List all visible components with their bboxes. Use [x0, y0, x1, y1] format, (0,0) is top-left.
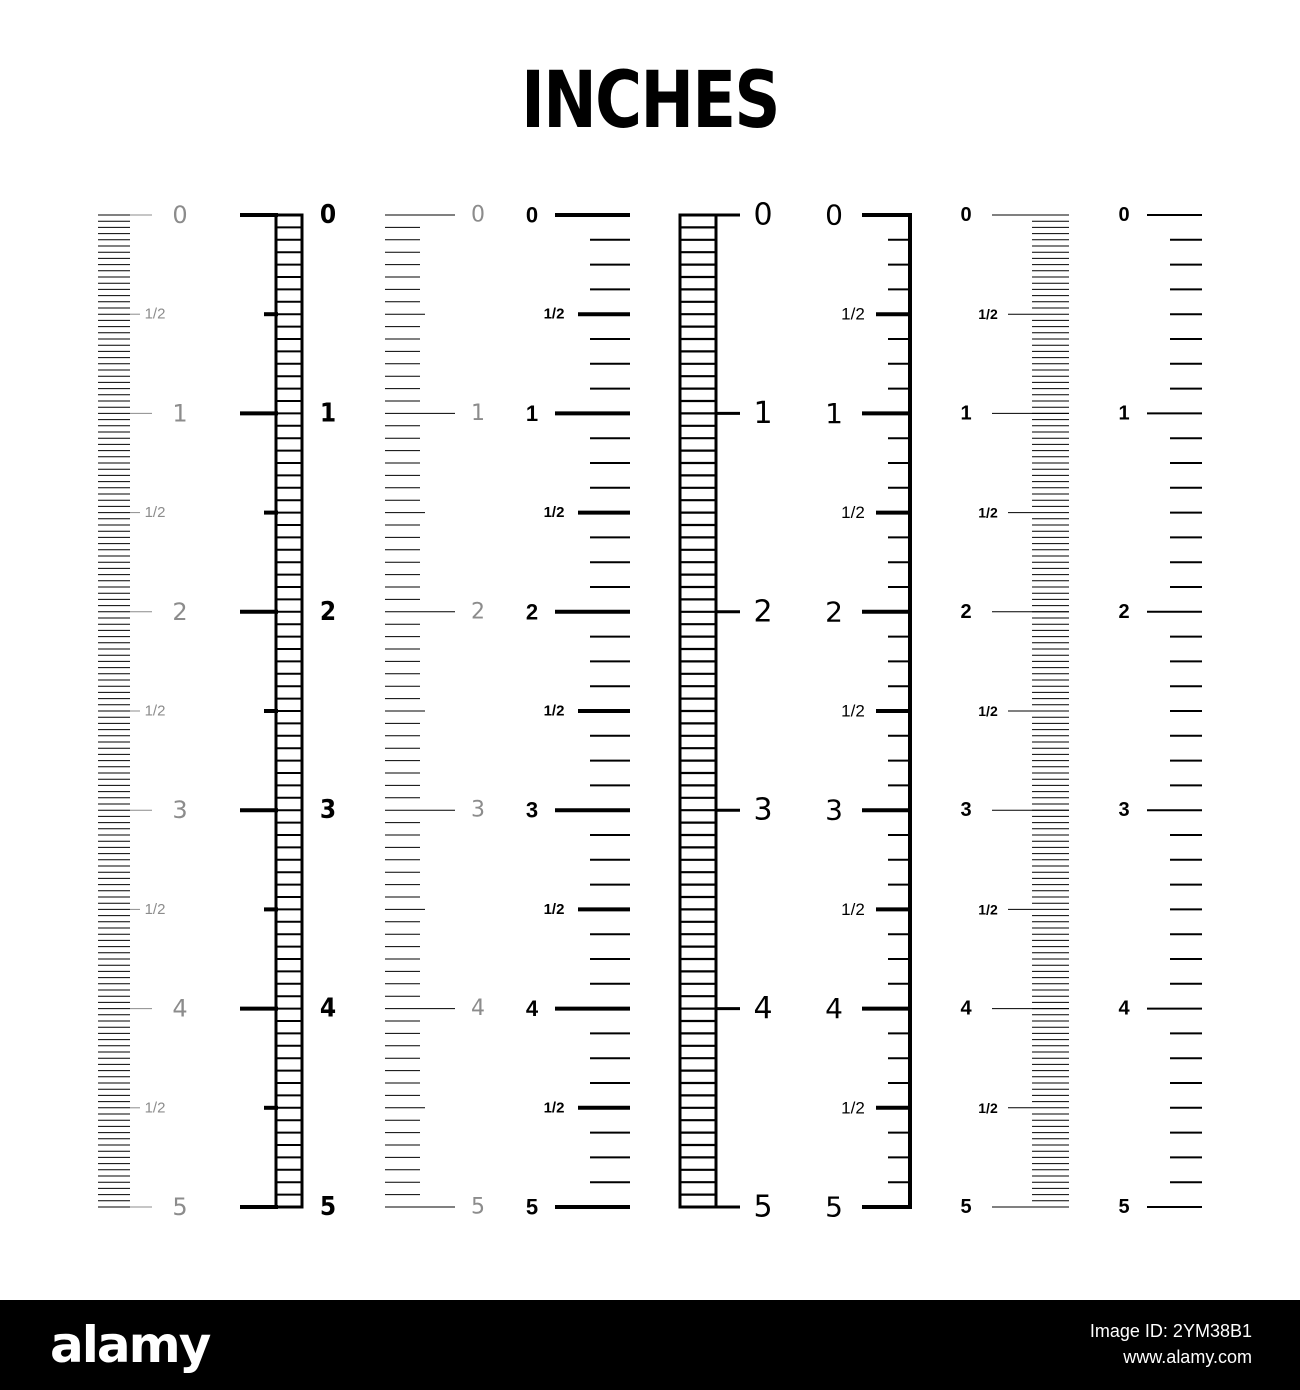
inch-label: 3	[525, 797, 539, 823]
inch-label: 5	[753, 1189, 773, 1225]
half-label: 1/2	[841, 1098, 865, 1118]
inch-label: 5	[172, 1193, 188, 1221]
inch-label: 4	[1118, 997, 1130, 1020]
ruler-5	[680, 198, 773, 1225]
half-label: 1/2	[543, 504, 565, 522]
half-label: 1/2	[841, 503, 865, 523]
inch-label: 3	[471, 797, 485, 823]
inch-label: 0	[319, 200, 337, 230]
inch-label: 4	[753, 991, 773, 1027]
image-id-block	[1090, 1318, 1252, 1370]
inch-label: 3	[753, 792, 773, 828]
inch-label: 1	[525, 400, 539, 426]
alamy-logo: alamy	[50, 1316, 210, 1374]
half-label: 1/2	[543, 305, 565, 323]
inch-label: 3	[319, 795, 337, 826]
half-label: 1/2	[144, 305, 166, 323]
inch-label: 0	[172, 201, 188, 229]
inch-label: 4	[172, 994, 188, 1023]
inch-label: 5	[1118, 1196, 1130, 1218]
inch-label: 3	[172, 796, 188, 825]
inch-label: 1	[1118, 402, 1130, 425]
inch-label: 5	[825, 1190, 843, 1224]
half-label: 1/2	[841, 899, 865, 919]
inch-label: 2	[960, 600, 972, 623]
inch-label: 0	[471, 202, 485, 228]
inch-label: 5	[525, 1194, 539, 1220]
ruler-8	[1118, 204, 1202, 1218]
inch-label: 1	[471, 400, 485, 426]
inch-label: 0	[1118, 204, 1130, 226]
inch-label: 1	[753, 395, 773, 431]
inch-label: 4	[825, 992, 843, 1026]
half-label: 1/2	[978, 1099, 998, 1116]
ruler-2	[240, 200, 336, 1222]
inch-label: 4	[471, 996, 485, 1022]
inch-label: 2	[172, 597, 188, 626]
site-url: www.alamy.com	[1123, 1347, 1252, 1367]
half-label: 1/2	[978, 703, 998, 719]
watermark-footer	[0, 1300, 1300, 1390]
ruler-3	[385, 203, 485, 1220]
inch-label: 0	[825, 198, 843, 232]
image-id: Image ID: 2YM38B1	[1089, 1321, 1252, 1341]
half-label: 1/2	[978, 504, 998, 521]
inch-label: 3	[1118, 799, 1130, 822]
half-label: 1/2	[978, 901, 998, 918]
inch-label: 3	[825, 793, 843, 827]
inch-label: 2	[525, 599, 539, 625]
half-label: 1/2	[841, 304, 865, 324]
half-label: 1/2	[543, 1099, 565, 1117]
half-label: 1/2	[144, 900, 166, 918]
inch-label: 2	[753, 594, 773, 630]
inch-label: 1	[319, 398, 337, 429]
inch-label: 1	[825, 396, 843, 430]
page-title: INCHES	[521, 56, 779, 146]
inch-label: 3	[960, 799, 972, 822]
inch-label: 2	[319, 596, 337, 627]
inch-label: 0	[525, 202, 539, 228]
inch-label: 1	[960, 402, 972, 425]
inch-label: 1	[172, 399, 188, 428]
half-label: 1/2	[543, 702, 565, 720]
inch-label: 0	[960, 204, 972, 226]
half-label: 1/2	[978, 306, 998, 323]
inch-label: 4	[960, 997, 972, 1020]
inch-label: 2	[1118, 600, 1130, 623]
half-label: 1/2	[144, 1099, 166, 1117]
ruler-1	[98, 201, 188, 1221]
inch-label: 2	[825, 595, 843, 629]
ruler-7	[960, 204, 1069, 1218]
inch-label: 5	[319, 1192, 337, 1222]
inch-label: 5	[471, 1194, 485, 1220]
inch-label: 4	[525, 996, 539, 1022]
half-label: 1/2	[144, 702, 166, 720]
half-label: 1/2	[841, 701, 865, 721]
ruler-6	[825, 199, 912, 1224]
half-label: 1/2	[144, 504, 166, 522]
inch-label: 4	[319, 993, 337, 1024]
inch-label: 0	[753, 197, 773, 233]
half-label: 1/2	[543, 900, 565, 918]
inch-label: 5	[960, 1196, 972, 1218]
ruler-4	[526, 203, 630, 1220]
inch-label: 2	[471, 599, 485, 625]
